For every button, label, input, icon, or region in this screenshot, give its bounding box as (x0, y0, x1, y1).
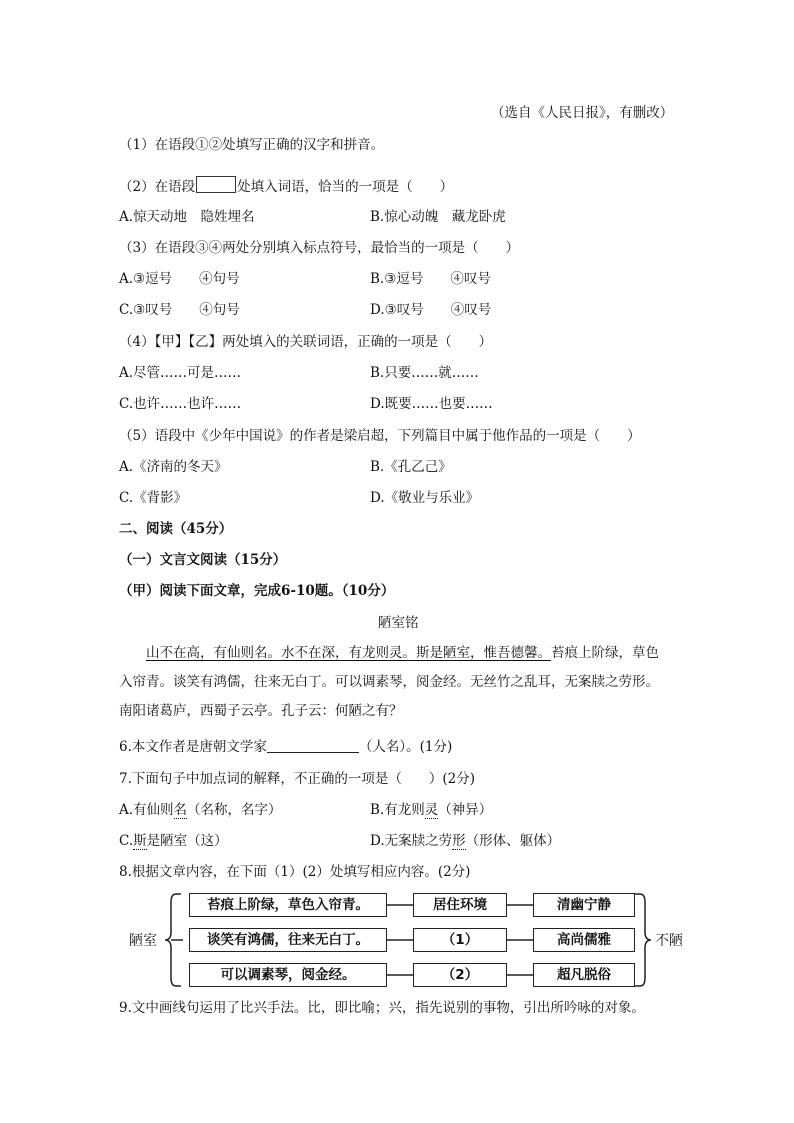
section-heading-jia: （甲）阅读下面文章，完成6-10题。（10分） (119, 583, 395, 599)
q3-option-a: A.③逗号 ④句号 (119, 271, 240, 287)
q5-option-a: A.《济南的冬天》 (119, 459, 228, 475)
q3-option-d: D.③叹号 ④叹号 (370, 302, 492, 318)
diagram-middle-3: （2） (413, 963, 507, 987)
question-6-suffix: （人名）。(1分) (358, 739, 453, 755)
diagram-sentence-1: 苔痕上阶绿，草色入帘青。 (189, 893, 387, 917)
section-heading-reading: 二、阅读（45分） (119, 521, 233, 537)
question-4: （4）【甲】【乙】两处填入的关联词语，正确的一项是（ ） (119, 334, 493, 350)
question-1: （1）在语段①②处填写正确的汉字和拼音。 (119, 137, 385, 153)
q4-option-b: B.只要……就…… (370, 365, 479, 381)
q7-d-post: （形体、躯体） (465, 833, 561, 849)
passage (119, 639, 667, 726)
diagram-result-1: 清幽宁静 (533, 893, 635, 917)
q5-option-c: C.《背影》 (119, 490, 188, 506)
q3-option-c: C.③叹号 ④句号 (119, 302, 240, 318)
question-6-prefix: 6.本文作者是唐朝文学家 (119, 739, 267, 755)
q7-b-dotted-word: 灵 (424, 802, 439, 818)
diagram-left-label: 陋室 (129, 933, 157, 949)
diagram-result-2: 高尚儒雅 (533, 928, 635, 952)
q7-a-pre: A.有仙则 (119, 802, 174, 818)
source-note: （选自《人民日报》，有删改） (491, 105, 674, 121)
question-9: 9.文中画线句运用了比兴手法。比，即比喻；兴，指先说别的事物，引出所吟咏的对象。 (119, 1000, 645, 1016)
question-6 (119, 738, 452, 756)
q4-option-a: A.尽管……可是…… (119, 365, 242, 381)
diagram-sentence-3: 可以调素琴，阅金经。 (189, 963, 387, 987)
q5-option-b: B.《孔乙己》 (370, 459, 452, 475)
q7-d-pre: D.无案牍之劳 (370, 833, 453, 849)
passage-underlined: 山不在高，有仙则名。水不在深，有龙则灵。斯是陋室，惟吾德馨。 (146, 645, 551, 661)
section-heading-classical: （一）文言文阅读（15分） (119, 552, 287, 568)
q7-option-a (119, 801, 282, 819)
poem-title: 陋室铭 (378, 615, 419, 631)
question-2 (119, 176, 453, 196)
diagram-middle-1: 居住环境 (413, 893, 507, 917)
diagram-sentence-2: 谈笑有鸿儒，往来无白丁。 (189, 928, 387, 952)
passage-rest: 苔痕上阶绿，草色入帘青。谈笑有鸿儒，往来无白丁。可以调素琴，阅金经。无丝竹之乱耳，无案牍之劳形。南阳诸葛庐，西蜀子云亭。孔子云：何陋之有？ (119, 645, 659, 719)
diagram-right-label: 不陋 (655, 933, 683, 949)
q7-option-b (370, 801, 492, 819)
question-2-suffix: 处填入词语，恰当的一项是（ ） (237, 179, 454, 195)
q7-a-dotted-word: 名 (173, 802, 188, 818)
q3-option-b: B.③逗号 ④叹号 (370, 271, 491, 287)
q7-c-dotted-word: 斯 (133, 833, 147, 849)
q7-d-dotted-word: 形 (452, 833, 466, 849)
diagram-result-3: 超凡脱俗 (533, 963, 635, 987)
question-5: （5）语段中《少年中国说》的作者是梁启超，下列篇目中属于他作品的一项是（ ） (119, 428, 641, 444)
q2-option-a: A.惊天动地 隐姓埋名 (119, 209, 255, 225)
q7-c-pre: C. (119, 833, 134, 849)
q7-option-c (119, 832, 228, 850)
question-8: 8.根据文章内容，在下面（1）(2）处填写相应内容。(2分) (119, 864, 471, 880)
question-3: （3）在语段③④两处分别填入标点符号，最恰当的一项是（ ） (119, 240, 520, 256)
q2-option-b: B.惊心动魄 藏龙卧虎 (370, 209, 506, 225)
diagram-middle-2: （1） (413, 928, 507, 952)
q7-c-post: 是陋室（这） (146, 833, 228, 849)
blank-box (196, 176, 236, 193)
question-7: 7.下面句子中加点词的解释，不正确的一项是（ ）(2分) (119, 771, 476, 787)
structure-diagram (119, 888, 699, 992)
q7-option-d (370, 832, 560, 850)
q5-option-d: D.《敬业与乐业》 (370, 490, 480, 506)
q4-option-d: D.既要……也要…… (370, 396, 493, 412)
q4-option-c: C.也许……也许…… (119, 396, 242, 412)
question-2-prefix: （2）在语段 (119, 179, 196, 195)
q7-b-pre: B.有龙则 (370, 802, 425, 818)
answer-blank (267, 738, 359, 753)
q7-a-post: （名称，名字） (187, 802, 282, 818)
q7-b-post: （神异） (438, 802, 493, 818)
